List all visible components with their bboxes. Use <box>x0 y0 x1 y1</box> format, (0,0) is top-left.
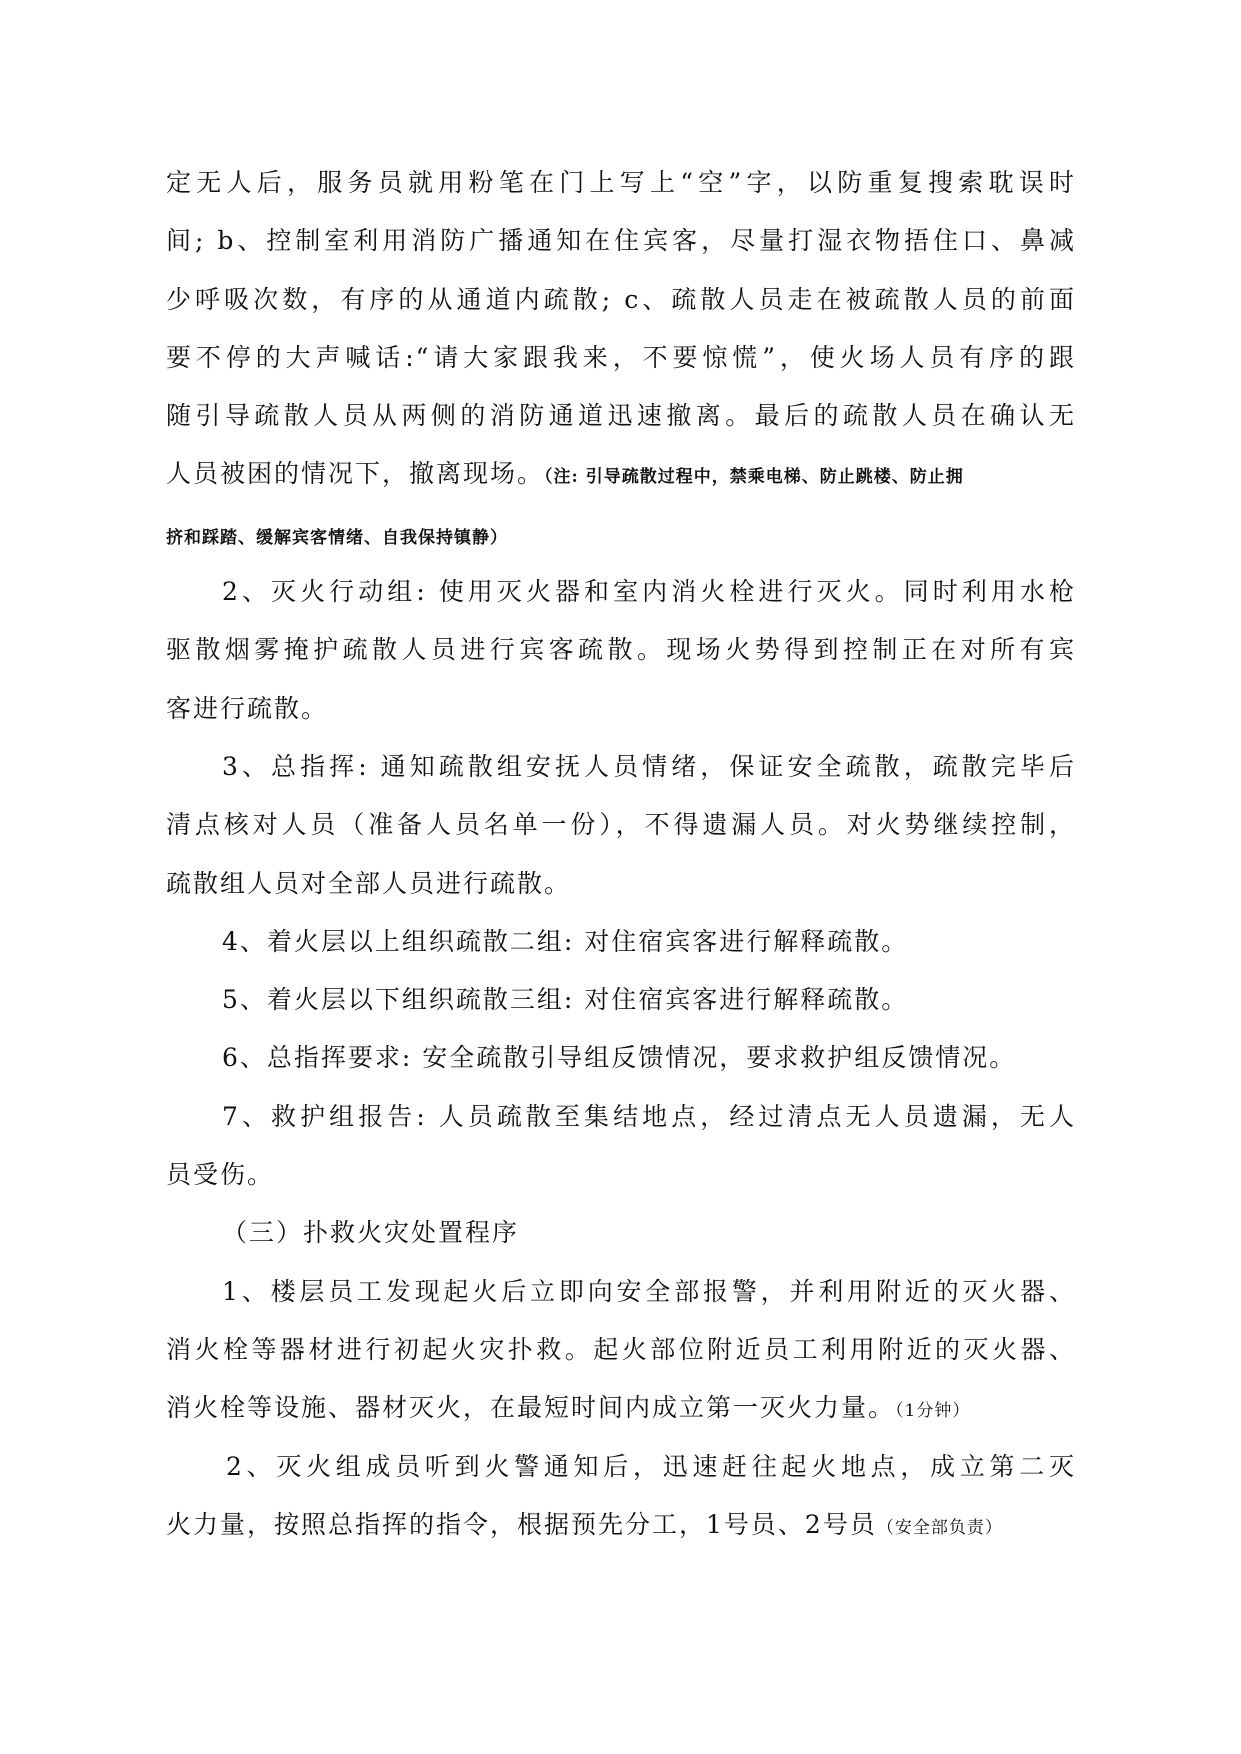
text-line: 消火栓等器材进行初起火灾扑救。起火部位附近员工利用附近的灭火器、 <box>166 1335 1076 1364</box>
text-line: 间; b、控制室利用消防广播通知在住宾客，尽量打湿衣物捂住口、鼻减 <box>166 226 1076 255</box>
text-line: 定无人后，服务员就用粉笔在门上写上“空”字，以防重复搜索耽误时 <box>166 168 1076 197</box>
text-segment: 火力量，按照总指挥的指令，根据预先分工，1号员、2号员 <box>166 1510 877 1539</box>
section-heading: （三）扑救火灾处置程序 <box>222 1218 520 1247</box>
list-item: 7、救护组报告: 人员疏散至集结地点，经过清点无人员遗漏，无人 <box>222 1102 1076 1131</box>
text-segment: 消火栓等设施、器材灭火，在最短时间内成立第一灭火力量。 <box>166 1393 896 1422</box>
list-item: 1、楼层员工发现起火后立即向安全部报警，并利用附近的灭火器、 <box>222 1277 1076 1306</box>
text-line: 疏散组人员对全部人员进行疏散。 <box>166 869 572 898</box>
text-line <box>166 459 1076 489</box>
list-item: 4、着火层以上组织疏散二组: 对住宿宾客进行解释疏散。 <box>222 927 909 956</box>
text-line: 清点核对人员（准备人员名单一份），不得遗漏人员。对火势继续控制， <box>166 810 1076 839</box>
list-item: 3、总指挥: 通知疏散组安抚人员情绪，保证安全疏散，疏散完毕后 <box>222 752 1076 781</box>
note-text: 挤和踩踏、缓解宾客情绪、自我保持镇静） <box>166 528 508 548</box>
text-line: 驱散烟雾掩护疏散人员进行宾客疏散。现场火势得到控制正在对所有宾 <box>166 635 1076 664</box>
note-text: （安全部负责） <box>876 1518 1003 1538</box>
list-item: 5、着火层以下组织疏散三组: 对住宿宾客进行解释疏散。 <box>222 985 909 1014</box>
list-item: 2、灭火行动组: 使用灭火器和室内消火栓进行灭火。同时利用水枪 <box>222 577 1076 606</box>
text-line: 要不停的大声喊话:“请大家跟我来，不要惊慌”，使火场人员有序的跟 <box>166 343 1076 372</box>
text-segment: 人员被困的情况下，撤离现场。 <box>166 459 545 488</box>
text-line <box>166 520 1076 550</box>
text-line: 员受伤。 <box>166 1160 275 1189</box>
list-item: 2、灭火组成员听到火警通知后，迅速赶往起火地点，成立第二灭 <box>226 1452 1076 1481</box>
text-line: 随引导疏散人员从两侧的消防通道迅速撤离。最后的疏散人员在确认无 <box>166 401 1076 430</box>
note-text: （1分钟） <box>895 1401 971 1421</box>
text-line: 客进行疏散。 <box>166 694 329 723</box>
note-text: （注: 引导疏散过程中，禁乘电梯、防止跳楼、防止拥 <box>544 467 964 487</box>
text-line: 少呼吸次数，有序的从通道内疏散; c、疏散人员走在被疏散人员的前面 <box>166 285 1076 314</box>
text-line <box>166 1393 1076 1423</box>
list-item: 6、总指挥要求: 安全疏散引导组反馈情况，要求救护组反馈情况。 <box>222 1043 1017 1072</box>
text-line <box>166 1510 1076 1540</box>
